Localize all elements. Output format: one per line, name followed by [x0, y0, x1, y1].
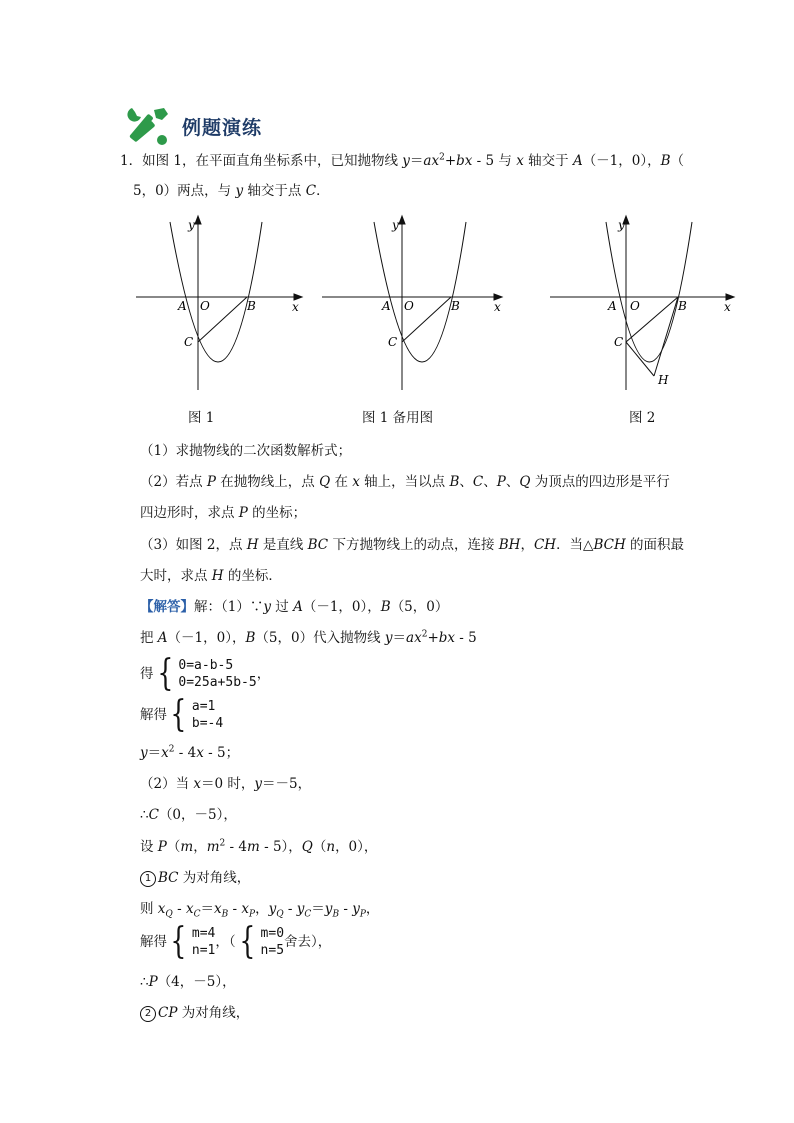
answer-line-2: 把 A（－1，0），B（5，0）代入抛物线 $y=ax^2+bx - 5$ [140, 629, 477, 646]
figure-2-graph [550, 212, 740, 392]
answer-line-13: 2 CP 为对角线， [140, 1004, 249, 1022]
circled-number-1: 1 [140, 871, 156, 887]
caption-figure-1: 图 1 [188, 410, 215, 426]
figure-2 [550, 212, 740, 392]
answer-line-1: 【解答】解：（1）∵y 过 A（－1，0），B（5，0） [140, 599, 449, 615]
answer-system-1: 得 { 0=a-b-5 0=25a+5b-5 ， [140, 653, 271, 694]
figure-1-backup [322, 212, 502, 392]
figure-1-backup-graph [322, 212, 502, 392]
label-x: x [494, 300, 501, 314]
label-y: y [188, 218, 195, 232]
label-y: y [392, 218, 399, 232]
answer-line-7: ∴C（0，－5）， [140, 807, 237, 823]
label-a: A [608, 299, 617, 313]
figure-1 [136, 212, 306, 392]
label-c: C [184, 335, 194, 349]
label-c: C [388, 335, 398, 349]
problem-line-1: 1．如图 1，在平面直角坐标系中，已知抛物线 $y=ax^2+bx - 5$ 与 x 轴交于 A（－1，0），B（ [120, 152, 685, 169]
label-b: B [247, 299, 256, 313]
label-a: A [382, 299, 391, 313]
answer-system-2: 解得 { a=1 b=-4 [140, 694, 224, 735]
answer-line-9: 1 BC 为对角线， [140, 869, 250, 887]
label-b: B [451, 299, 460, 313]
label-o: O [200, 299, 210, 313]
answer-line-8: 设 P（m，$m^2 - 4m - 5$），Q（n，0）， [140, 838, 378, 855]
answer-line-5: $y=x^2 - 4x - 5$； [140, 744, 240, 761]
label-b: B [678, 299, 687, 313]
caption-figure-1-backup: 图 1 备用图 [362, 410, 434, 426]
answer-line-6: （2）当 x＝0 时，y＝－5， [140, 776, 312, 792]
label-x: x [292, 300, 299, 314]
answer-line-10: 则 $x_Q - x_C=x_B - x_P$，$y_Q - y_C=y_B - y_P$， [140, 901, 380, 920]
problem-line-2: 5，0）两点，与 y 轴交于点 C． [133, 183, 330, 199]
answer-line-12: ∴P（4，－5）， [140, 974, 236, 990]
label-y: y [618, 218, 625, 232]
question-3-line-1: （3）如图 2，点 H 是直线 BC 下方抛物线上的动点，连接 BH，CH．当△BCH 的面积最 [140, 537, 685, 553]
label-o: O [630, 299, 640, 313]
label-o: O [404, 299, 414, 313]
circled-number-2: 2 [140, 1006, 156, 1022]
label-c: C [614, 335, 624, 349]
question-2-line-1: （2）若点 P 在抛物线上，点 Q 在 x 轴上，当以点 B、C、P、Q 为顶点的四边形是平行 [140, 474, 670, 490]
figure-1-graph [136, 212, 306, 392]
question-1: （1）求抛物线的二次函数解析式； [140, 443, 352, 459]
label-x: x [724, 300, 731, 314]
tools-icon [124, 104, 172, 148]
section-title: 例题演练 [182, 116, 263, 139]
label-h: H [658, 373, 669, 387]
caption-figure-2: 图 2 [629, 410, 656, 426]
answer-system-3: 解得 { m=4 n=1 ，（ { m=0 n=5 舍去 ）， [140, 921, 332, 962]
question-3-line-2: 大时，求点 H 的坐标． [140, 568, 282, 584]
question-2-line-2: 四边形时，求点 P 的坐标； [140, 505, 307, 521]
answer-label: 【解答】 [140, 599, 194, 615]
section-header [124, 104, 262, 148]
label-a: A [178, 299, 187, 313]
